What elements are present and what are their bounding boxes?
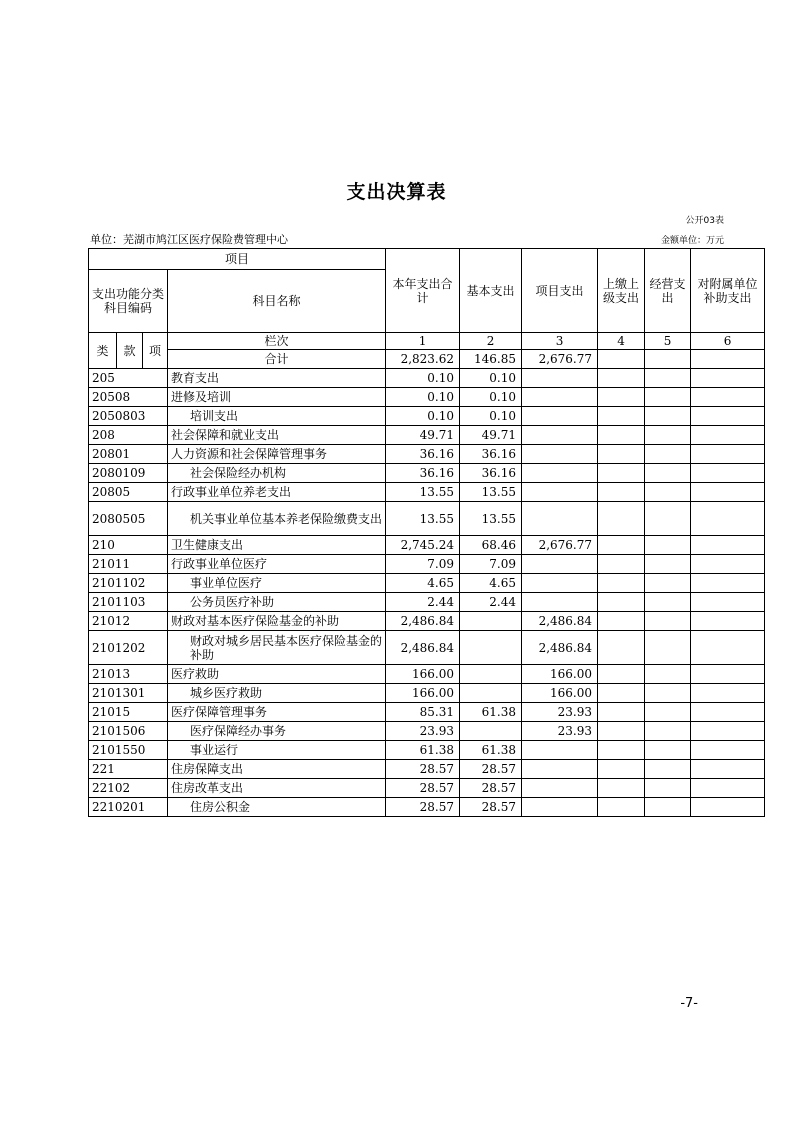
table-row xyxy=(89,684,765,703)
header-project: 项目支出 xyxy=(522,249,598,333)
row-basic: 28.57 xyxy=(460,798,522,817)
total-total: 2,823.62 xyxy=(386,350,460,369)
row-upper xyxy=(598,369,645,388)
row-upper xyxy=(598,593,645,612)
row-upper xyxy=(598,703,645,722)
row-total: 13.55 xyxy=(386,502,460,536)
row-business xyxy=(645,760,691,779)
row-basic: 4.65 xyxy=(460,574,522,593)
row-code: 21013 xyxy=(89,665,168,684)
row-basic: 0.10 xyxy=(460,388,522,407)
row-subsidy xyxy=(691,555,765,574)
row-upper xyxy=(598,612,645,631)
row-subsidy xyxy=(691,369,765,388)
row-total: 7.09 xyxy=(386,555,460,574)
row-basic xyxy=(460,665,522,684)
row-upper xyxy=(598,798,645,817)
row-total: 0.10 xyxy=(386,369,460,388)
row-code: 2101506 xyxy=(89,722,168,741)
table-row xyxy=(89,426,765,445)
row-business xyxy=(645,407,691,426)
table-row xyxy=(89,760,765,779)
row-total: 166.00 xyxy=(386,665,460,684)
row-project xyxy=(522,483,598,502)
row-project xyxy=(522,574,598,593)
row-code: 2101301 xyxy=(89,684,168,703)
table-row xyxy=(89,464,765,483)
table-row xyxy=(89,665,765,684)
header-total: 本年支出合计 xyxy=(386,249,460,333)
row-total: 28.57 xyxy=(386,798,460,817)
row-subject-name: 事业运行 xyxy=(168,741,386,760)
row-upper xyxy=(598,445,645,464)
row-business xyxy=(645,574,691,593)
row-subject-name: 培训支出 xyxy=(168,407,386,426)
row-upper xyxy=(598,536,645,555)
header-kuan: 款 xyxy=(117,333,143,369)
row-project: 23.93 xyxy=(522,703,598,722)
row-total: 61.38 xyxy=(386,741,460,760)
row-business xyxy=(645,369,691,388)
row-business xyxy=(645,483,691,502)
row-upper xyxy=(598,760,645,779)
row-code: 2080505 xyxy=(89,502,168,536)
total-label: 合计 xyxy=(168,350,386,369)
row-business xyxy=(645,445,691,464)
row-subsidy xyxy=(691,536,765,555)
header-lei: 类 xyxy=(89,333,117,369)
row-subject-name: 事业单位医疗 xyxy=(168,574,386,593)
table-row xyxy=(89,502,765,536)
table-row xyxy=(89,703,765,722)
row-project xyxy=(522,407,598,426)
header-basic: 基本支出 xyxy=(460,249,522,333)
row-project: 2,676.77 xyxy=(522,536,598,555)
table-row xyxy=(89,779,765,798)
row-project: 2,486.84 xyxy=(522,612,598,631)
row-total: 36.16 xyxy=(386,464,460,483)
row-subsidy xyxy=(691,722,765,741)
row-business xyxy=(645,464,691,483)
row-project: 2,486.84 xyxy=(522,631,598,665)
row-total: 166.00 xyxy=(386,684,460,703)
row-subject-name: 住房公积金 xyxy=(168,798,386,817)
row-upper xyxy=(598,574,645,593)
row-code: 205 xyxy=(89,369,168,388)
row-basic xyxy=(460,684,522,703)
row-upper xyxy=(598,665,645,684)
row-project xyxy=(522,798,598,817)
row-project: 166.00 xyxy=(522,684,598,703)
row-business xyxy=(645,722,691,741)
total-row xyxy=(89,350,765,369)
row-basic xyxy=(460,612,522,631)
row-subsidy xyxy=(691,574,765,593)
row-business xyxy=(645,388,691,407)
organization-unit: 单位：芜湖市鸠江区医疗保险费管理中心 xyxy=(90,233,288,246)
row-basic: 28.57 xyxy=(460,760,522,779)
row-business xyxy=(645,502,691,536)
row-total: 36.16 xyxy=(386,445,460,464)
row-total: 2.44 xyxy=(386,593,460,612)
row-subject-name: 住房改革支出 xyxy=(168,779,386,798)
row-business xyxy=(645,612,691,631)
row-subsidy xyxy=(691,703,765,722)
row-subject-name: 财政对基本医疗保险基金的补助 xyxy=(168,612,386,631)
row-upper xyxy=(598,741,645,760)
row-subject-name: 进修及培训 xyxy=(168,388,386,407)
row-code: 2101550 xyxy=(89,741,168,760)
row-basic: 7.09 xyxy=(460,555,522,574)
row-total: 0.10 xyxy=(386,407,460,426)
row-upper xyxy=(598,502,645,536)
row-subject-name: 公务员医疗补助 xyxy=(168,593,386,612)
row-subsidy xyxy=(691,445,765,464)
row-basic: 61.38 xyxy=(460,703,522,722)
row-subject-name: 教育支出 xyxy=(168,369,386,388)
row-basic xyxy=(460,631,522,665)
col-num-1: 1 xyxy=(386,333,460,350)
row-upper xyxy=(598,779,645,798)
header-func-code: 支出功能分类科目编码 xyxy=(89,270,168,333)
row-subsidy xyxy=(691,388,765,407)
row-subsidy xyxy=(691,464,765,483)
row-code: 20508 xyxy=(89,388,168,407)
row-basic: 0.10 xyxy=(460,369,522,388)
row-project xyxy=(522,555,598,574)
row-project xyxy=(522,426,598,445)
row-code: 21012 xyxy=(89,612,168,631)
row-upper xyxy=(598,426,645,445)
table-row xyxy=(89,612,765,631)
row-basic: 49.71 xyxy=(460,426,522,445)
row-code: 21011 xyxy=(89,555,168,574)
row-subject-name: 医疗保障经办事务 xyxy=(168,722,386,741)
row-subsidy xyxy=(691,426,765,445)
table-row xyxy=(89,722,765,741)
row-subject-name: 医疗救助 xyxy=(168,665,386,684)
table-row xyxy=(89,483,765,502)
header-subject-name: 科目名称 xyxy=(168,270,386,333)
row-code: 2080109 xyxy=(89,464,168,483)
row-business xyxy=(645,703,691,722)
row-business xyxy=(645,555,691,574)
row-subsidy xyxy=(691,760,765,779)
table-row xyxy=(89,407,765,426)
col-num-3: 3 xyxy=(522,333,598,350)
row-basic: 2.44 xyxy=(460,593,522,612)
table-row xyxy=(89,388,765,407)
row-basic: 13.55 xyxy=(460,502,522,536)
row-total: 49.71 xyxy=(386,426,460,445)
row-project xyxy=(522,464,598,483)
row-basic xyxy=(460,722,522,741)
row-upper xyxy=(598,483,645,502)
row-total: 28.57 xyxy=(386,779,460,798)
col-num-6: 6 xyxy=(691,333,765,350)
expenditure-table xyxy=(88,248,765,817)
row-project xyxy=(522,388,598,407)
row-upper xyxy=(598,555,645,574)
row-subsidy xyxy=(691,631,765,665)
header-subsidy: 对附属单位补助支出 xyxy=(691,249,765,333)
row-total: 85.31 xyxy=(386,703,460,722)
row-subject-name: 卫生健康支出 xyxy=(168,536,386,555)
table-row xyxy=(89,536,765,555)
row-basic: 36.16 xyxy=(460,445,522,464)
row-subsidy xyxy=(691,612,765,631)
row-business xyxy=(645,741,691,760)
row-upper xyxy=(598,388,645,407)
row-subsidy xyxy=(691,665,765,684)
row-project xyxy=(522,593,598,612)
row-subject-name: 财政对城乡居民基本医疗保险基金的补助 xyxy=(168,631,386,665)
row-subsidy xyxy=(691,684,765,703)
table-row xyxy=(89,798,765,817)
row-subject-name: 社会保障和就业支出 xyxy=(168,426,386,445)
row-upper xyxy=(598,464,645,483)
row-upper xyxy=(598,684,645,703)
row-business xyxy=(645,426,691,445)
row-total: 2,486.84 xyxy=(386,612,460,631)
table-row xyxy=(89,593,765,612)
row-code: 21015 xyxy=(89,703,168,722)
row-subject-name: 住房保障支出 xyxy=(168,760,386,779)
row-subject-name: 机关事业单位基本养老保险缴费支出 xyxy=(168,502,386,536)
row-upper xyxy=(598,631,645,665)
row-code: 2101102 xyxy=(89,574,168,593)
row-subject-name: 行政事业单位养老支出 xyxy=(168,483,386,502)
page-title: 支出决算表 xyxy=(346,181,447,203)
row-business xyxy=(645,593,691,612)
row-total: 28.57 xyxy=(386,760,460,779)
table-row xyxy=(89,741,765,760)
total-project: 2,676.77 xyxy=(522,350,598,369)
row-basic: 13.55 xyxy=(460,483,522,502)
row-basic: 68.46 xyxy=(460,536,522,555)
row-code: 2210201 xyxy=(89,798,168,817)
col-num-4: 4 xyxy=(598,333,645,350)
row-code: 2050803 xyxy=(89,407,168,426)
header-lanci: 栏次 xyxy=(168,333,386,350)
row-code: 22102 xyxy=(89,779,168,798)
row-code: 221 xyxy=(89,760,168,779)
header-business: 经营支出 xyxy=(645,249,691,333)
row-total: 13.55 xyxy=(386,483,460,502)
row-subsidy xyxy=(691,779,765,798)
row-subject-name: 社会保险经办机构 xyxy=(168,464,386,483)
row-code: 2101202 xyxy=(89,631,168,665)
row-subsidy xyxy=(691,502,765,536)
row-subject-name: 医疗保障管理事务 xyxy=(168,703,386,722)
row-business xyxy=(645,779,691,798)
table-row xyxy=(89,369,765,388)
header-xiang: 项 xyxy=(143,333,168,369)
row-total: 2,745.24 xyxy=(386,536,460,555)
row-project: 23.93 xyxy=(522,722,598,741)
row-upper xyxy=(598,407,645,426)
row-business xyxy=(645,798,691,817)
row-subsidy xyxy=(691,741,765,760)
total-basic: 146.85 xyxy=(460,350,522,369)
form-code-note: 公开03表 xyxy=(685,216,724,226)
row-business xyxy=(645,631,691,665)
row-code: 210 xyxy=(89,536,168,555)
row-total: 0.10 xyxy=(386,388,460,407)
row-subsidy xyxy=(691,407,765,426)
col-num-5: 5 xyxy=(645,333,691,350)
row-code: 20805 xyxy=(89,483,168,502)
row-project xyxy=(522,369,598,388)
row-code: 2101103 xyxy=(89,593,168,612)
row-business xyxy=(645,684,691,703)
row-subject-name: 城乡医疗救助 xyxy=(168,684,386,703)
row-basic: 61.38 xyxy=(460,741,522,760)
header-item: 项目 xyxy=(89,249,386,270)
table-row xyxy=(89,555,765,574)
row-project: 166.00 xyxy=(522,665,598,684)
row-project xyxy=(522,445,598,464)
row-subsidy xyxy=(691,483,765,502)
row-basic: 36.16 xyxy=(460,464,522,483)
row-business xyxy=(645,536,691,555)
table-row xyxy=(89,445,765,464)
row-business xyxy=(645,665,691,684)
row-basic: 0.10 xyxy=(460,407,522,426)
row-total: 4.65 xyxy=(386,574,460,593)
row-project xyxy=(522,741,598,760)
table-row xyxy=(89,631,765,665)
row-subject-name: 人力资源和社会保障管理事务 xyxy=(168,445,386,464)
table-row xyxy=(89,574,765,593)
row-basic: 28.57 xyxy=(460,779,522,798)
row-total: 2,486.84 xyxy=(386,631,460,665)
header-upper: 上缴上级支出 xyxy=(598,249,645,333)
row-code: 208 xyxy=(89,426,168,445)
row-code: 20801 xyxy=(89,445,168,464)
row-total: 23.93 xyxy=(386,722,460,741)
row-subsidy xyxy=(691,798,765,817)
page-number: -7- xyxy=(680,996,698,1011)
row-project xyxy=(522,779,598,798)
row-project xyxy=(522,502,598,536)
currency-unit: 金额单位：万元 xyxy=(660,236,724,246)
row-subject-name: 行政事业单位医疗 xyxy=(168,555,386,574)
row-subsidy xyxy=(691,593,765,612)
row-project xyxy=(522,760,598,779)
col-num-2: 2 xyxy=(460,333,522,350)
row-upper xyxy=(598,722,645,741)
